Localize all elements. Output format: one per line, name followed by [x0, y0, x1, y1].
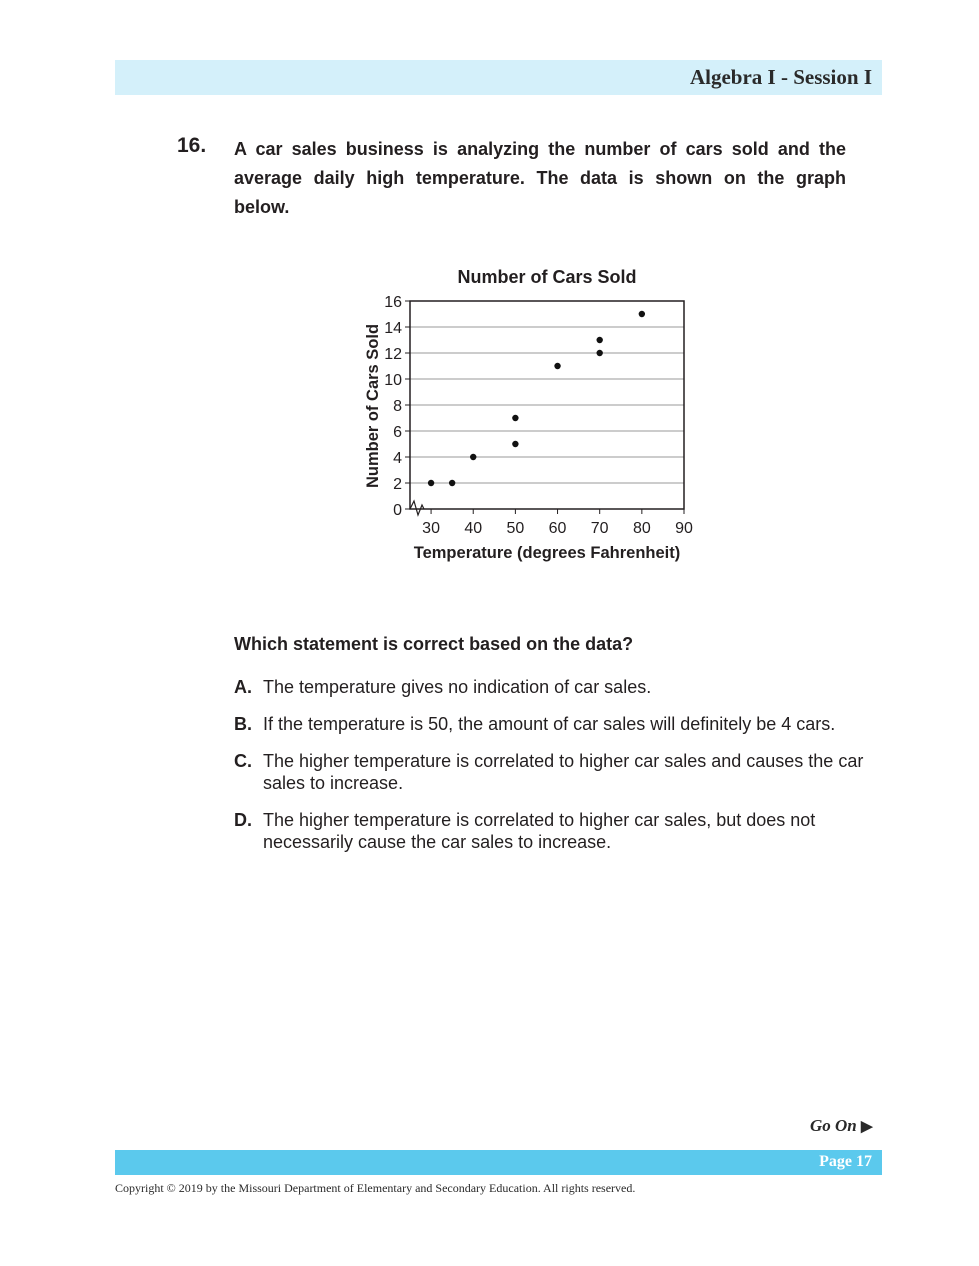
chart-title: Number of Cars Sold: [457, 267, 637, 287]
answer-choices: [234, 676, 879, 868]
footer-bar: [115, 1150, 882, 1175]
choice-d[interactable]: [234, 809, 879, 853]
x-tick-label: 60: [548, 520, 567, 537]
y-tick-label: 12: [384, 346, 402, 363]
axis-ticks: [384, 294, 693, 537]
x-tick-label: 90: [675, 520, 693, 537]
choice-letter: C.: [234, 751, 252, 771]
data-point: [512, 441, 518, 447]
data-point: [470, 454, 476, 460]
copyright-notice: Copyright © 2019 by the Missouri Department of Elementary and Secondary Education. All rights reserved.: [115, 1181, 636, 1195]
y-tick-label: 14: [384, 320, 402, 337]
header-bar: [115, 60, 882, 95]
choice-text: The temperature gives no indication of car sales.: [263, 677, 652, 697]
choice-a[interactable]: [234, 676, 879, 698]
y-tick-label: 6: [393, 424, 402, 441]
y-axis-label: Number of Cars Sold: [364, 323, 382, 489]
question-prompt: Which statement is correct based on the data?: [234, 634, 634, 654]
grid-lines: [410, 327, 684, 483]
x-tick-label: 50: [506, 520, 525, 537]
choice-letter: B.: [234, 714, 252, 734]
y-tick-label: 8: [393, 398, 402, 415]
choice-letter: D.: [234, 810, 252, 830]
y-tick-label: 2: [393, 476, 402, 493]
play-arrow-icon: ▶: [861, 1119, 873, 1135]
data-point: [449, 480, 455, 486]
x-tick-label: 80: [632, 520, 651, 537]
go-on-label: Go On: [810, 1116, 857, 1135]
choice-c[interactable]: [234, 750, 879, 794]
x-tick-label: 70: [590, 520, 609, 537]
question-number: 16.: [177, 134, 207, 157]
data-point: [596, 350, 602, 356]
data-points: [428, 311, 645, 486]
axis-break-icon: [410, 501, 424, 515]
question-stem: A car sales business is analyzing the number of cars sold and the average daily high temperature. The data is shown on the graph below.: [234, 139, 846, 217]
data-point: [512, 415, 518, 421]
data-point: [639, 311, 645, 317]
scatter-chart: [340, 255, 710, 575]
data-point: [554, 363, 560, 369]
choice-text: If the temperature is 50, the amount of car sales will definitely be 4 cars.: [263, 714, 836, 734]
go-on-link[interactable]: [810, 1116, 873, 1136]
y-tick-label: 10: [384, 372, 402, 389]
y-tick-label: 4: [393, 450, 402, 467]
y-tick-label: 0: [393, 502, 402, 519]
x-tick-label: 30: [422, 520, 440, 537]
choice-text: The higher temperature is correlated to higher car sales and causes the car sales to increase.: [263, 751, 864, 793]
x-tick-label: 40: [464, 520, 483, 537]
choice-b[interactable]: [234, 713, 879, 735]
x-axis-label: Temperature (degrees Fahrenheit): [413, 544, 681, 562]
y-tick-label: 16: [384, 294, 402, 311]
data-point: [428, 480, 434, 486]
choice-text: The higher temperature is correlated to higher car sales, but does not necessarily cause the car sales to increase.: [263, 810, 816, 852]
page-title: Algebra I - Session I: [689, 65, 872, 89]
page-number: Page 17: [819, 1153, 872, 1170]
data-point: [596, 337, 602, 343]
choice-letter: A.: [234, 677, 252, 697]
